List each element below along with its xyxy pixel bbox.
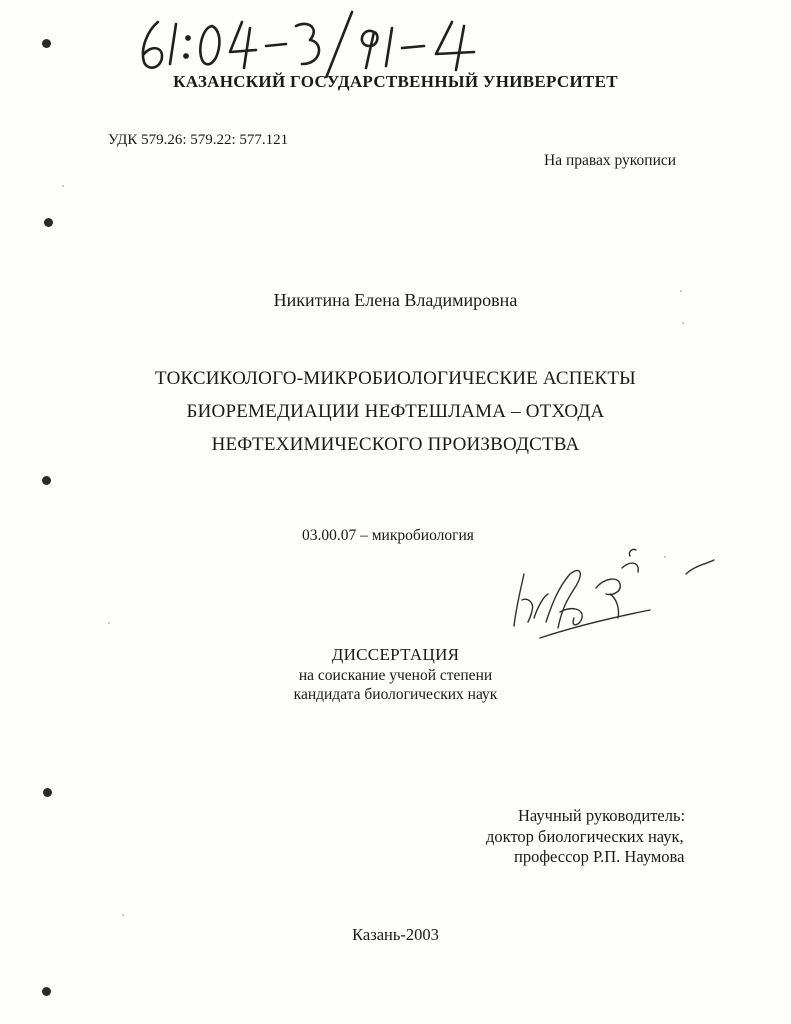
manuscript-rights-note: На правах рукописи <box>544 152 677 169</box>
scan-speck <box>680 290 682 292</box>
handwritten-archive-number <box>130 8 490 78</box>
scan-speck <box>108 622 110 624</box>
title-line: ТОКСИКОЛОГО-МИКРОБИОЛОГИЧЕСКИЕ АСПЕКТЫ <box>155 368 636 389</box>
punch-hole-icon <box>42 476 51 485</box>
title-line: НЕФТЕХИМИЧЕСКОГО ПРОИЗВОДСТВА <box>211 434 580 455</box>
supervisor-label: Научный руководитель: <box>518 806 686 825</box>
degree-line: на соискание ученой степени <box>298 667 493 684</box>
supervisor-degree: доктор биологических наук, <box>486 827 684 846</box>
specialty-code: 03.00.07 – микробиология <box>302 527 474 544</box>
punch-hole-icon <box>44 218 53 227</box>
university-name: КАЗАНСКИЙ ГОСУДАРСТВЕННЫЙ УНИВЕРСИТЕТ <box>173 72 618 91</box>
scan-speck <box>122 914 124 916</box>
signature <box>500 548 720 648</box>
author-name: Никитина Елена Владимировна <box>273 290 518 310</box>
scan-speck <box>664 556 666 558</box>
punch-hole-icon <box>42 39 51 48</box>
scan-speck <box>62 185 64 187</box>
scan-speck <box>682 322 684 324</box>
supervisor-name: профессор Р.П. Наумова <box>514 847 685 866</box>
title-line: БИОРЕМЕДИАЦИИ НЕФТЕШЛАМА – ОТХОДА <box>186 401 605 422</box>
punch-hole-icon <box>42 987 51 996</box>
udc-code: УДК 579.26: 579.22: 577.121 <box>108 132 289 148</box>
document-type: ДИССЕРТАЦИЯ <box>331 645 460 664</box>
punch-hole-icon <box>43 788 52 797</box>
degree-line: кандидата биологических наук <box>293 686 498 703</box>
city-year: Казань-2003 <box>352 925 439 944</box>
